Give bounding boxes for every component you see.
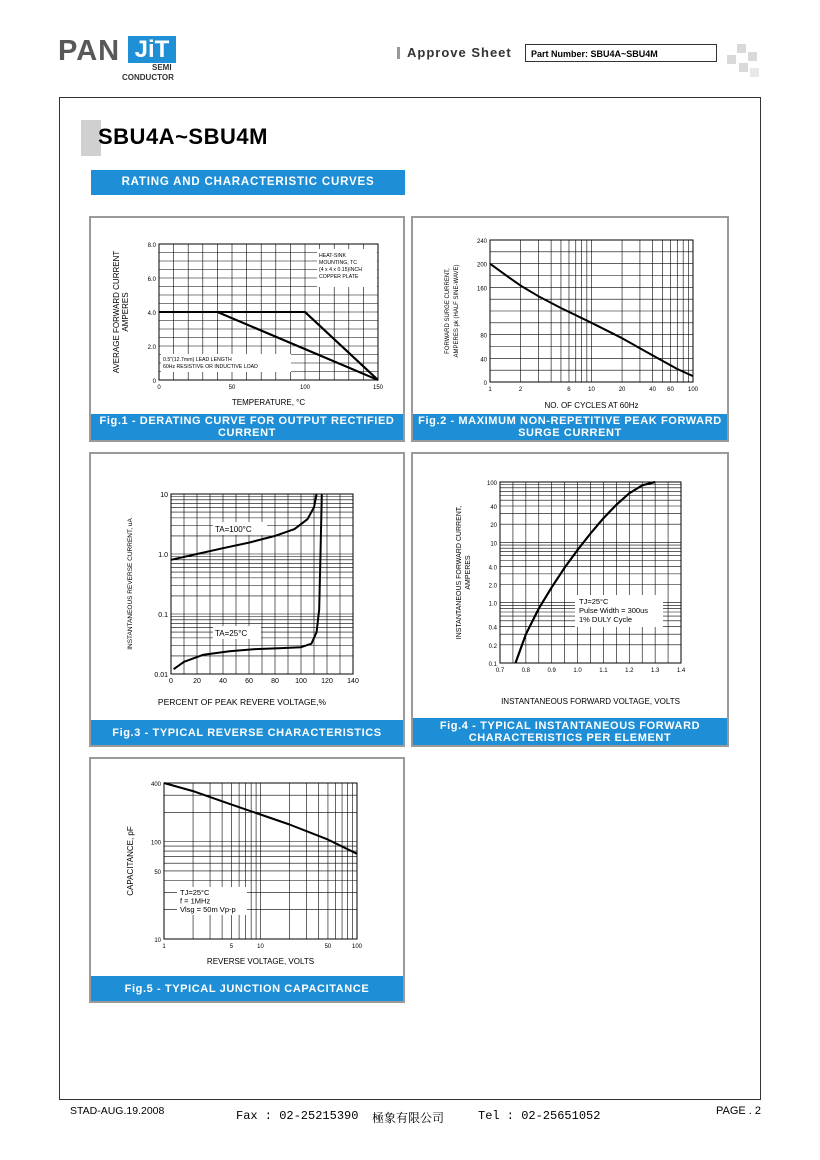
y-axis-label: INSTANTANEOUS REVERSE CURRENT, uA xyxy=(127,518,134,650)
fig2-caption: Fig.2 - MAXIMUM NON-REPETITIVE PEAK FORWARD SURGE CURRENT xyxy=(413,414,727,440)
logo-conductor-text: CONDUCTOR xyxy=(122,73,174,82)
x-tick-label: 1 xyxy=(162,944,166,950)
x-axis-label: INSTANTANEOUS FORWARD VOLTAGE, VOLTS xyxy=(501,697,680,706)
fig5-caption: Fig.5 - TYPICAL JUNCTION CAPACITANCE xyxy=(91,976,403,1001)
x-tick-label: 150 xyxy=(372,385,384,391)
y-tick-label: 8.0 xyxy=(147,243,156,249)
x-tick-label: 50 xyxy=(324,944,332,950)
fig4-caption: Fig.4 - TYPICAL INSTANTANEOUS FORWARD CHARACTERISTICS PER ELEMENT xyxy=(413,718,727,745)
y-tick-label: 100 xyxy=(150,840,161,847)
y-tick-label: 0.4 xyxy=(488,625,497,632)
x-tick-label: 100 xyxy=(299,385,311,391)
x-axis-label: NO. OF CYCLES AT 60Hz xyxy=(544,401,639,410)
x-tick-label: 1.3 xyxy=(650,668,660,674)
x-tick-label: 50 xyxy=(228,385,236,391)
annotation-cond: TJ=25°C xyxy=(579,597,609,606)
x-tick-label: 120 xyxy=(321,678,333,685)
approve-bar-icon xyxy=(397,47,400,59)
x-tick-label: 20 xyxy=(618,387,626,393)
x-tick-label: 100 xyxy=(687,387,699,393)
x-tick-label: 10 xyxy=(257,944,264,950)
annotation-cond: 1% DULY Cycle xyxy=(579,615,633,624)
y-axis-label: FORWARD SURGE CURRENT, xyxy=(445,268,451,354)
approve-sheet-label: Approve Sheet xyxy=(407,45,512,60)
y-tick-label: 50 xyxy=(154,869,161,876)
y-tick-label: 2.0 xyxy=(147,345,156,351)
y-tick-label: 0.1 xyxy=(158,612,168,619)
annotation-load: 60Hz RESISTIVE OR INDUCTIVE LOAD xyxy=(163,364,258,370)
footer-page: PAGE . 2 xyxy=(716,1105,762,1117)
y-tick-label: 0.01 xyxy=(154,672,168,679)
footer-tel: Tel : 02-25651052 xyxy=(478,1109,601,1123)
y-axis-label: AMPERES pk (HALF SINE-WAVE) xyxy=(454,264,460,358)
annotation-cap: TJ=25°C xyxy=(180,888,210,897)
x-tick-label: 1.2 xyxy=(625,668,634,674)
fig2-chart xyxy=(413,218,727,440)
fig1-chart xyxy=(91,218,403,440)
y-tick-label: 2.0 xyxy=(488,583,497,590)
annotation-cap: f = 1MHz xyxy=(180,896,211,906)
fig1-caption: Fig.1 - DERATING CURVE FOR OUTPUT RECTIFIED CURRENT xyxy=(91,414,403,440)
x-tick-label: 40 xyxy=(649,387,656,393)
y-tick-label: 80 xyxy=(480,333,487,340)
series-curve-top xyxy=(516,482,656,663)
x-tick-label: 80 xyxy=(271,678,279,685)
x-tick-label: 0.8 xyxy=(521,668,531,674)
series-label-100c: TA=100°C xyxy=(215,525,252,534)
section-banner: RATING AND CHARACTERISTIC CURVES xyxy=(91,170,405,195)
series-label-25c: TA=25°C xyxy=(215,629,248,638)
fig4-chart xyxy=(413,454,727,745)
x-tick-label: 40 xyxy=(219,678,227,685)
series-curve-2 xyxy=(174,494,322,669)
y-tick-label: 40 xyxy=(490,505,497,512)
y-axis-label: CAPACITANCE, pF xyxy=(126,826,135,896)
x-tick-label: 100 xyxy=(351,944,363,950)
x-tick-label: 10 xyxy=(588,387,595,393)
annotation-heatsink: HEAT-SINK xyxy=(319,253,346,259)
x-tick-label: 0 xyxy=(169,678,173,685)
y-axis-label: AVERAGE FORWARD CURRENT xyxy=(112,250,121,374)
x-tick-label: 2 xyxy=(518,387,523,393)
x-tick-label: 5 xyxy=(229,944,234,950)
annotation-lead: 0.5"(12.7mm) LEAD LENGTH xyxy=(163,357,232,363)
y-tick-label: 160 xyxy=(476,286,487,293)
x-axis-label: PERCENT OF PEAK REVERE VOLTAGE,% xyxy=(157,697,327,707)
footer-date: STAD-AUG.19.2008 xyxy=(70,1105,165,1117)
fig5-chart xyxy=(91,759,403,1001)
x-axis-label: TEMPERATURE, °C xyxy=(231,398,306,407)
fig3-caption: Fig.3 - TYPICAL REVERSE CHARACTERISTICS xyxy=(91,720,403,745)
fig5-panel xyxy=(89,757,405,1003)
x-tick-label: 1.1 xyxy=(599,668,608,674)
part-number-box: Part Number: SBU4A~SBU4M xyxy=(525,44,717,62)
y-axis-label: AMPERES xyxy=(465,555,472,590)
series-curve-1 xyxy=(516,482,656,663)
fig3-panel xyxy=(89,452,405,747)
x-tick-label: 100 xyxy=(295,678,307,685)
x-tick-label: 1.4 xyxy=(676,668,686,674)
y-tick-label: 10 xyxy=(160,492,168,499)
x-tick-label: 0 xyxy=(157,385,161,391)
y-tick-label: 200 xyxy=(476,262,487,269)
x-tick-label: 60 xyxy=(245,678,253,685)
x-tick-label: 60 xyxy=(667,387,674,393)
fig2-panel xyxy=(411,216,729,442)
y-tick-label: 240 xyxy=(476,239,487,245)
x-tick-label: 0.9 xyxy=(547,668,556,674)
y-tick-label: 0.2 xyxy=(488,643,497,650)
x-tick-label: 20 xyxy=(193,678,201,685)
page-title: SBU4A~SBU4M xyxy=(98,124,268,149)
annotation-cond: Pulse Width = 300us xyxy=(579,606,648,615)
annotation-heatsink: (4 x 4 x 0.15)INCH xyxy=(319,267,362,273)
x-axis-label: REVERSE VOLTAGE, VOLTS xyxy=(206,957,315,966)
footer-fax: Fax : 02-25215390 xyxy=(236,1109,359,1123)
y-tick-label: 0 xyxy=(483,381,487,387)
y-axis-label: AMPERES xyxy=(121,292,130,332)
fig3-chart xyxy=(91,454,403,745)
y-tick-label: 0.1 xyxy=(488,662,497,668)
y-tick-label: 0 xyxy=(152,379,156,385)
annotation-heatsink: MOUNTING, TC xyxy=(319,260,357,266)
y-tick-label: 4.0 xyxy=(488,565,497,572)
y-tick-label: 40 xyxy=(480,357,487,364)
y-tick-label: 6.0 xyxy=(147,277,156,283)
y-axis-label: INSTANTANEOUS FORWARD CURRENT, xyxy=(456,505,463,640)
y-tick-label: 20 xyxy=(490,523,497,530)
footer-company: 極象有限公司 xyxy=(372,1111,445,1125)
y-tick-label: 10 xyxy=(490,541,497,548)
x-tick-label: 1.0 xyxy=(573,668,582,674)
y-tick-label: 1.0 xyxy=(488,601,497,608)
y-tick-label: 400 xyxy=(150,782,161,788)
y-tick-label: 10 xyxy=(154,938,161,944)
logo-semi-text: SEMI xyxy=(152,63,172,72)
x-tick-label: 140 xyxy=(347,678,359,685)
annotation-heatsink: COPPER PLATE xyxy=(319,274,359,280)
y-tick-label: 100 xyxy=(486,481,497,487)
logo-jit-badge: JiT xyxy=(128,36,176,63)
fig4-panel xyxy=(411,452,729,747)
y-tick-label: 4.0 xyxy=(147,311,156,317)
fig1-panel xyxy=(89,216,405,442)
annotation-cap: Vlsg = 50m Vp-p xyxy=(180,905,236,914)
y-tick-label: 1.0 xyxy=(158,552,168,559)
x-tick-label: 0.7 xyxy=(495,668,505,674)
logo-pan-text: PAN xyxy=(58,35,121,67)
x-tick-label: 6 xyxy=(567,387,571,393)
x-tick-label: 1 xyxy=(488,387,492,393)
